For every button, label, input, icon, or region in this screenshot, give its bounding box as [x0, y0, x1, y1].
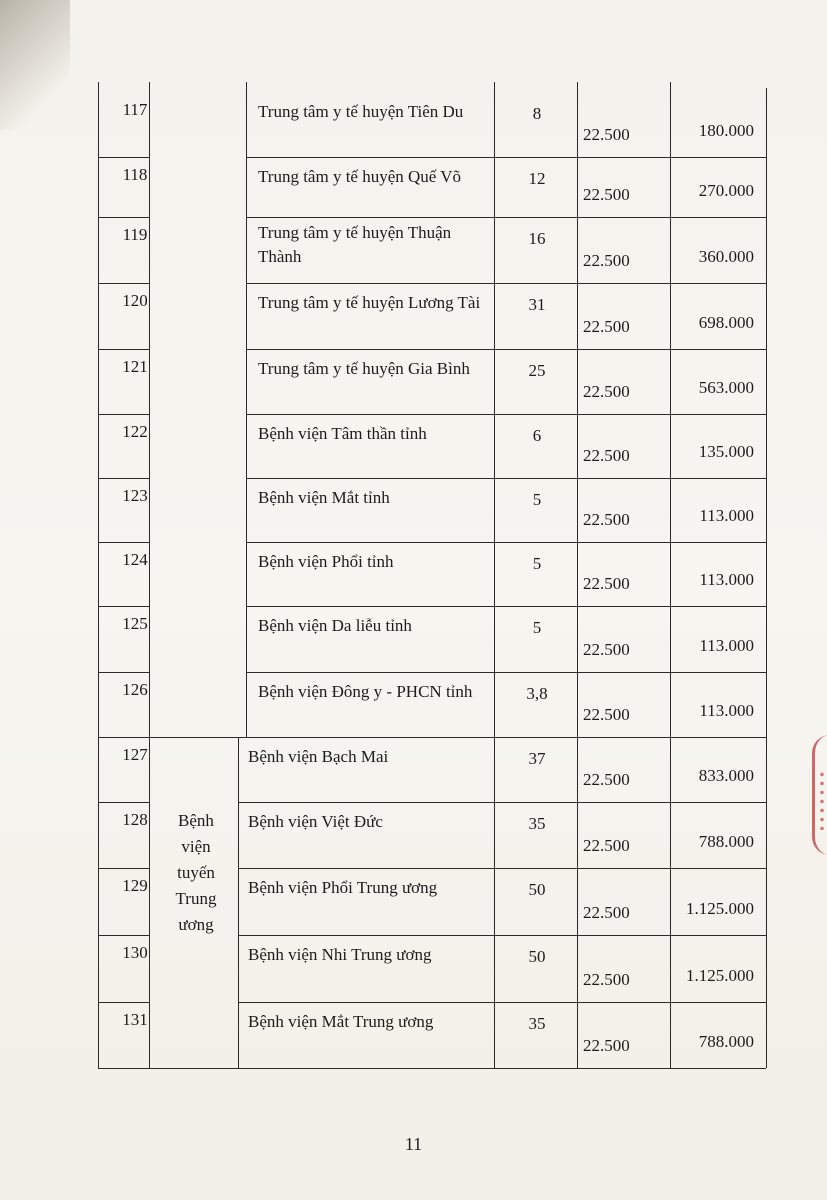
- unit-price: 22.500: [583, 970, 630, 989]
- quantity: 8: [532, 104, 542, 123]
- row-divider: [238, 1002, 766, 1003]
- facility-name: Bệnh viện Mắt Trung ương: [248, 1012, 434, 1031]
- row-divider: [246, 283, 766, 284]
- row-divider: [149, 737, 766, 738]
- row-number: 119: [122, 225, 148, 244]
- facility-name: Bệnh viện Da liễu tỉnh: [258, 616, 412, 635]
- row-divider: [246, 349, 766, 350]
- row-number: 126: [122, 680, 148, 699]
- quantity: 5: [532, 490, 542, 509]
- row-number: 117: [122, 100, 148, 119]
- unit-price: 22.500: [583, 251, 630, 270]
- row-divider: [246, 414, 766, 415]
- quantity: 35: [528, 1014, 546, 1033]
- row-number: 130: [122, 943, 148, 962]
- row-divider: [98, 802, 149, 803]
- row-divider: [238, 935, 766, 936]
- unit-price: 22.500: [583, 836, 630, 855]
- quantity: 6: [532, 426, 542, 445]
- row-divider: [98, 935, 149, 936]
- row-divider: [98, 414, 149, 415]
- row-divider: [98, 478, 149, 479]
- row-number: 127: [122, 745, 148, 764]
- unit-price: 22.500: [583, 125, 630, 144]
- quantity: 5: [532, 554, 542, 573]
- facility-name: Bệnh viện Đông y - PHCN tỉnh: [258, 682, 473, 701]
- total-amount: 360.000: [698, 247, 754, 266]
- facility-name: Bệnh viện Nhi Trung ương: [248, 945, 432, 964]
- row-divider: [98, 349, 149, 350]
- column-divider: [246, 82, 247, 737]
- row-number: 128: [122, 810, 148, 829]
- unit-price: 22.500: [583, 185, 630, 204]
- unit-price: 22.500: [583, 574, 630, 593]
- group-label-line: tuyến: [177, 863, 215, 882]
- unit-price: 22.500: [583, 446, 630, 465]
- unit-price: 22.500: [583, 705, 630, 724]
- row-divider: [98, 672, 149, 673]
- row-number: 125: [122, 614, 148, 633]
- total-amount: 698.000: [698, 313, 754, 332]
- total-amount: 135.000: [698, 442, 754, 461]
- facility-name: Bệnh viện Tâm thần tỉnh: [258, 424, 427, 443]
- row-divider: [98, 868, 149, 869]
- total-amount: 1.125.000: [686, 966, 754, 985]
- total-amount: 113.000: [699, 506, 754, 525]
- group-label-central-hospitals: [155, 808, 237, 938]
- row-divider: [246, 672, 766, 673]
- quantity: 37: [528, 749, 546, 768]
- unit-price: 22.500: [583, 382, 630, 401]
- total-amount: 113.000: [699, 701, 754, 720]
- row-number: 122: [122, 422, 148, 441]
- total-amount: 788.000: [698, 1032, 754, 1051]
- row-divider: [98, 606, 149, 607]
- row-divider: [98, 1002, 149, 1003]
- facility-name: Trung tâm y tế huyện Quế Võ: [258, 167, 462, 186]
- red-seal-stamp-texture: [818, 770, 826, 830]
- column-divider: [238, 737, 239, 1068]
- row-number: 131: [122, 1010, 148, 1029]
- row-divider: [238, 802, 766, 803]
- column-divider: [577, 82, 578, 1068]
- facility-name: Bệnh viện Phổi Trung ương: [248, 878, 438, 897]
- quantity: 35: [528, 814, 546, 833]
- row-divider: [98, 542, 149, 543]
- row-number: 123: [122, 486, 148, 505]
- group-label-line: Trung: [175, 889, 217, 908]
- row-divider: [238, 868, 766, 869]
- row-number: 120: [122, 291, 148, 310]
- quantity: 31: [528, 295, 546, 314]
- table-border-bottom: [98, 1068, 766, 1069]
- total-amount: 788.000: [698, 832, 754, 851]
- quantity: 50: [528, 880, 546, 899]
- row-divider: [246, 542, 766, 543]
- unit-price: 22.500: [583, 903, 630, 922]
- row-divider: [246, 606, 766, 607]
- row-divider: [98, 737, 149, 738]
- unit-price: 22.500: [583, 1036, 630, 1055]
- group-label-line: ương: [178, 915, 214, 934]
- facility-name: Trung tâm y tế huyện Tiên Du: [258, 102, 464, 121]
- row-number: 121: [122, 357, 148, 376]
- quantity: 5: [532, 618, 542, 637]
- facility-name: Trung tâm y tế huyện Gia Bình: [258, 359, 470, 378]
- column-divider: [670, 82, 671, 1068]
- group-label-line: viện: [181, 837, 211, 856]
- group-label-line: Bệnh: [178, 811, 214, 830]
- row-divider: [98, 157, 149, 158]
- total-amount: 1.125.000: [686, 899, 754, 918]
- row-number: 118: [122, 165, 148, 184]
- facility-name: Bệnh viện Việt Đức: [248, 812, 383, 831]
- row-divider: [246, 157, 766, 158]
- facility-name: Trung tâm y tế huyện Thuận Thành: [258, 223, 452, 266]
- unit-price: 22.500: [583, 317, 630, 336]
- row-number: 129: [122, 876, 148, 895]
- total-amount: 833.000: [698, 766, 754, 785]
- table-border-left: [98, 82, 99, 1068]
- row-divider: [98, 217, 149, 218]
- page-corner-shadow: [0, 0, 70, 130]
- quantity: 50: [528, 947, 546, 966]
- facility-name: Bệnh viện Phổi tỉnh: [258, 552, 394, 571]
- facility-name: Bệnh viện Bạch Mai: [248, 747, 389, 766]
- page-number: 11: [404, 1134, 423, 1154]
- unit-price: 22.500: [583, 510, 630, 529]
- quantity: 3,8: [526, 684, 548, 703]
- total-amount: 180.000: [698, 121, 754, 140]
- quantity: 16: [528, 229, 546, 248]
- unit-price: 22.500: [583, 770, 630, 789]
- row-number: 124: [122, 550, 148, 569]
- facility-name: Bệnh viện Mắt tỉnh: [258, 488, 390, 507]
- quantity: 12: [528, 169, 546, 188]
- facility-name: Trung tâm y tế huyện Lương Tài: [258, 293, 481, 312]
- quantity: 25: [528, 361, 546, 380]
- total-amount: 113.000: [699, 636, 754, 655]
- total-amount: 563.000: [698, 378, 754, 397]
- table-border-right: [766, 88, 767, 1068]
- row-divider: [98, 283, 149, 284]
- row-divider: [246, 217, 766, 218]
- row-divider: [246, 478, 766, 479]
- total-amount: 270.000: [698, 181, 754, 200]
- unit-price: 22.500: [583, 640, 630, 659]
- total-amount: 113.000: [699, 570, 754, 589]
